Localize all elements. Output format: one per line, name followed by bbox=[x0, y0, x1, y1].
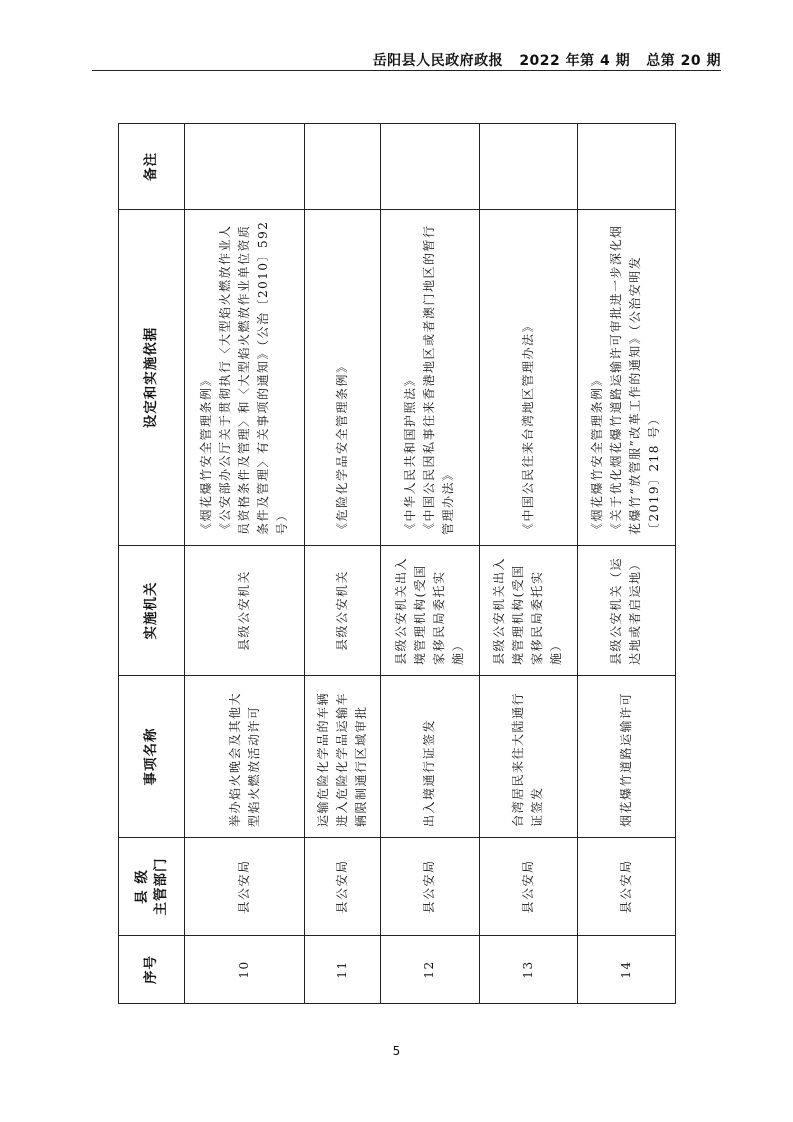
cell-seq: 10 bbox=[185, 936, 305, 1004]
cell-agency: 县级公安机关出入境管理机构(受国家移民局委托实施） bbox=[479, 546, 577, 676]
basis-line: 《中华人民共和国护照法》 bbox=[403, 372, 418, 535]
basis-line: 《中国公民因私事往来香港地区或者澳门地区的暂行管理办法》 bbox=[422, 224, 456, 535]
header-notes: 备注 bbox=[119, 124, 185, 210]
table-row bbox=[381, 124, 479, 1004]
page-header bbox=[373, 50, 721, 70]
table-row bbox=[577, 124, 675, 1004]
cell-dept: 县公安局 bbox=[185, 838, 305, 936]
total-issue-label: 总第 20 期 bbox=[646, 53, 721, 69]
basis-line: 《公安部办公厅关于贯彻执行〈大型焰火燃放作业人员资格条件及管理〉和〈大型焰火燃放作业单位资质条件及管理〉有关事项的通知》（公治〔2010〕592 号） bbox=[218, 220, 290, 535]
cell-name: 台湾居民来往大陆通行证签发 bbox=[479, 676, 577, 838]
cell-dept: 县公安局 bbox=[479, 838, 577, 936]
table-row bbox=[185, 124, 305, 1004]
issue-label: 2022 年第 4 期 bbox=[519, 53, 631, 69]
cell-name: 运输危险化学品的车辆进入危险化学品运输车辆限制通行区域审批 bbox=[305, 676, 381, 838]
basis-line: 《烟花爆竹安全管理条例》 bbox=[590, 372, 605, 535]
cell-basis bbox=[305, 210, 381, 546]
cell-notes bbox=[479, 124, 577, 210]
cell-notes bbox=[185, 124, 305, 210]
cell-name: 出入境通行证签发 bbox=[381, 676, 479, 838]
cell-seq: 13 bbox=[479, 936, 577, 1004]
header-dept-line1: 县 级 bbox=[133, 869, 150, 904]
header-name: 事项名称 bbox=[119, 676, 185, 838]
cell-notes bbox=[577, 124, 675, 210]
basis-line: 《危险化学品安全管理条例》 bbox=[335, 359, 350, 535]
basis-line: 《关于优化烟花爆竹道路运输许可审批进一步深化烟花爆竹“放管服”改革工作的通知》（公治安明发〔2019〕218 号） bbox=[609, 224, 662, 535]
cell-basis bbox=[381, 210, 479, 546]
cell-notes bbox=[305, 124, 381, 210]
header-dept-line2: 主管部门 bbox=[152, 857, 169, 916]
cell-name: 烟花爆竹道路运输许可 bbox=[577, 676, 675, 838]
cell-dept: 县公安局 bbox=[381, 838, 479, 936]
cell-dept: 县公安局 bbox=[305, 838, 381, 936]
cell-name: 举办焰火晚会及其他大型焰火燃放活动许可 bbox=[185, 676, 305, 838]
cell-agency: 县级公安机关 bbox=[185, 546, 305, 676]
cell-agency: 县级公安机关 bbox=[305, 546, 381, 676]
journal-title: 岳阳县人民政府政报 bbox=[372, 53, 504, 69]
header-dept bbox=[119, 838, 185, 936]
cell-seq: 12 bbox=[381, 936, 479, 1004]
cell-basis bbox=[479, 210, 577, 546]
cell-seq: 14 bbox=[577, 936, 675, 1004]
header-agency: 实施机关 bbox=[119, 546, 185, 676]
cell-basis bbox=[577, 210, 675, 546]
table-row bbox=[479, 124, 577, 1004]
table-row bbox=[305, 124, 381, 1004]
cell-seq: 11 bbox=[305, 936, 381, 1004]
licensing-items-table bbox=[118, 123, 676, 1004]
header-seq: 序号 bbox=[119, 936, 185, 1004]
basis-line: 《烟花爆竹安全管理条例》 bbox=[199, 372, 214, 535]
cell-agency: 县级公安机关出入境管理机构(受国家移民局委托实施） bbox=[381, 546, 479, 676]
table-header-row bbox=[119, 124, 185, 1004]
cell-basis bbox=[185, 210, 305, 546]
header-rule bbox=[92, 70, 721, 71]
header-basis: 设定和实施依据 bbox=[119, 210, 185, 546]
page-number: 5 bbox=[392, 1044, 401, 1058]
basis-line: 《中国公民往来台湾地区管理办法》 bbox=[520, 318, 535, 535]
cell-agency: 县级公安机关（运达地或者启运地） bbox=[577, 546, 675, 676]
cell-dept: 县公安局 bbox=[577, 838, 675, 936]
cell-notes bbox=[381, 124, 479, 210]
rotated-table-wrapper bbox=[118, 124, 676, 1004]
